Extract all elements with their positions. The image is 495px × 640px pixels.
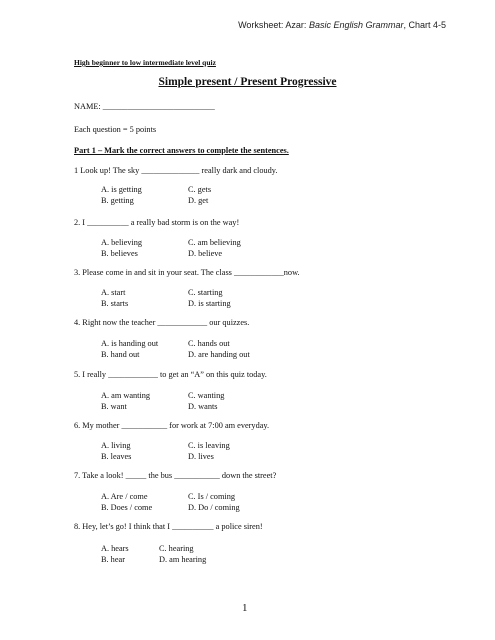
option[interactable]: A. hears — [101, 544, 129, 553]
question-6-stem: 6. My mother ___________ for work at 7:00 am everyday. — [74, 421, 270, 430]
option[interactable]: B. believes — [101, 249, 138, 258]
part-1-heading: Part 1 – Mark the correct answers to complete the sentences. — [74, 146, 289, 155]
question-7-options — [101, 491, 240, 513]
option[interactable]: A. is getting — [101, 185, 142, 194]
option[interactable]: D. wants — [188, 402, 218, 411]
option[interactable]: C. wanting — [188, 391, 225, 400]
worksheet-title: Simple present / Present Progressive — [158, 76, 337, 88]
option[interactable]: A. Are / come — [101, 492, 148, 501]
option[interactable]: D. Do / coming — [188, 503, 240, 512]
question-7-stem: 7. Take a look! _____ the bus ___________ down the street? — [74, 471, 277, 480]
option[interactable]: A. am wanting — [101, 391, 151, 400]
question-2-stem: 2. I __________ a really bad storm is on the way! — [74, 218, 240, 227]
option[interactable]: A. believing — [101, 238, 143, 247]
question-1-options — [101, 184, 211, 206]
question-3-stem: 3. Please come in and sit in your seat. The class ____________now. — [74, 268, 300, 277]
option[interactable]: C. starting — [188, 288, 223, 297]
header-book-title: Basic English Grammar — [308, 20, 404, 30]
option[interactable]: B. hand out — [101, 350, 140, 359]
question-5-stem: 5. I really ____________ to get an “A” on this quiz today. — [74, 370, 267, 379]
points-note: Each question = 5 points — [74, 125, 157, 134]
option[interactable]: B. leaves — [101, 452, 132, 461]
header-prefix: Worksheet: Azar: — [238, 20, 309, 30]
question-8-options — [101, 543, 206, 565]
option[interactable]: C. is leaving — [188, 441, 230, 450]
question-5-options — [101, 390, 224, 412]
option[interactable]: D. lives — [188, 452, 214, 461]
option[interactable]: B. want — [101, 402, 127, 411]
option[interactable]: D. are handing out — [188, 350, 250, 359]
option[interactable]: C. Is / coming — [188, 492, 236, 501]
question-4-options — [101, 338, 250, 360]
question-3-options — [101, 287, 231, 309]
header-suffix: , Chart 4-5 — [403, 20, 446, 30]
option[interactable]: D. am hearing — [159, 555, 207, 564]
option[interactable]: B. getting — [101, 196, 134, 205]
quiz-level: High beginner to low intermediate level quiz — [74, 58, 216, 67]
name-field-line: NAME: ___________________________ — [74, 102, 215, 111]
option[interactable]: C. hands out — [188, 339, 230, 348]
page-header — [238, 20, 446, 30]
option[interactable]: C. gets — [188, 185, 212, 194]
option[interactable]: D. believe — [188, 249, 223, 258]
question-1-stem: 1 Look up! The sky ______________ really dark and cloudy. — [74, 166, 278, 175]
option[interactable]: B. Does / come — [101, 503, 153, 512]
question-6-options — [101, 440, 230, 462]
question-4-stem: 4. Right now the teacher ____________ our quizzes. — [74, 318, 250, 327]
option[interactable]: B. starts — [101, 299, 129, 308]
option[interactable]: D. get — [188, 196, 209, 205]
page-number: 1 — [242, 602, 248, 614]
question-8-stem: 8. Hey, let’s go! I think that I __________ a police siren! — [74, 522, 263, 531]
option[interactable]: A. start — [101, 288, 126, 297]
option[interactable]: A. is handing out — [101, 339, 159, 348]
option[interactable]: C. hearing — [159, 544, 194, 553]
question-2-options — [101, 237, 241, 259]
option[interactable]: C. am believing — [188, 238, 241, 247]
option[interactable]: A. living — [101, 441, 131, 450]
option[interactable]: B. hear — [101, 555, 125, 564]
option[interactable]: D. is starting — [188, 299, 231, 308]
